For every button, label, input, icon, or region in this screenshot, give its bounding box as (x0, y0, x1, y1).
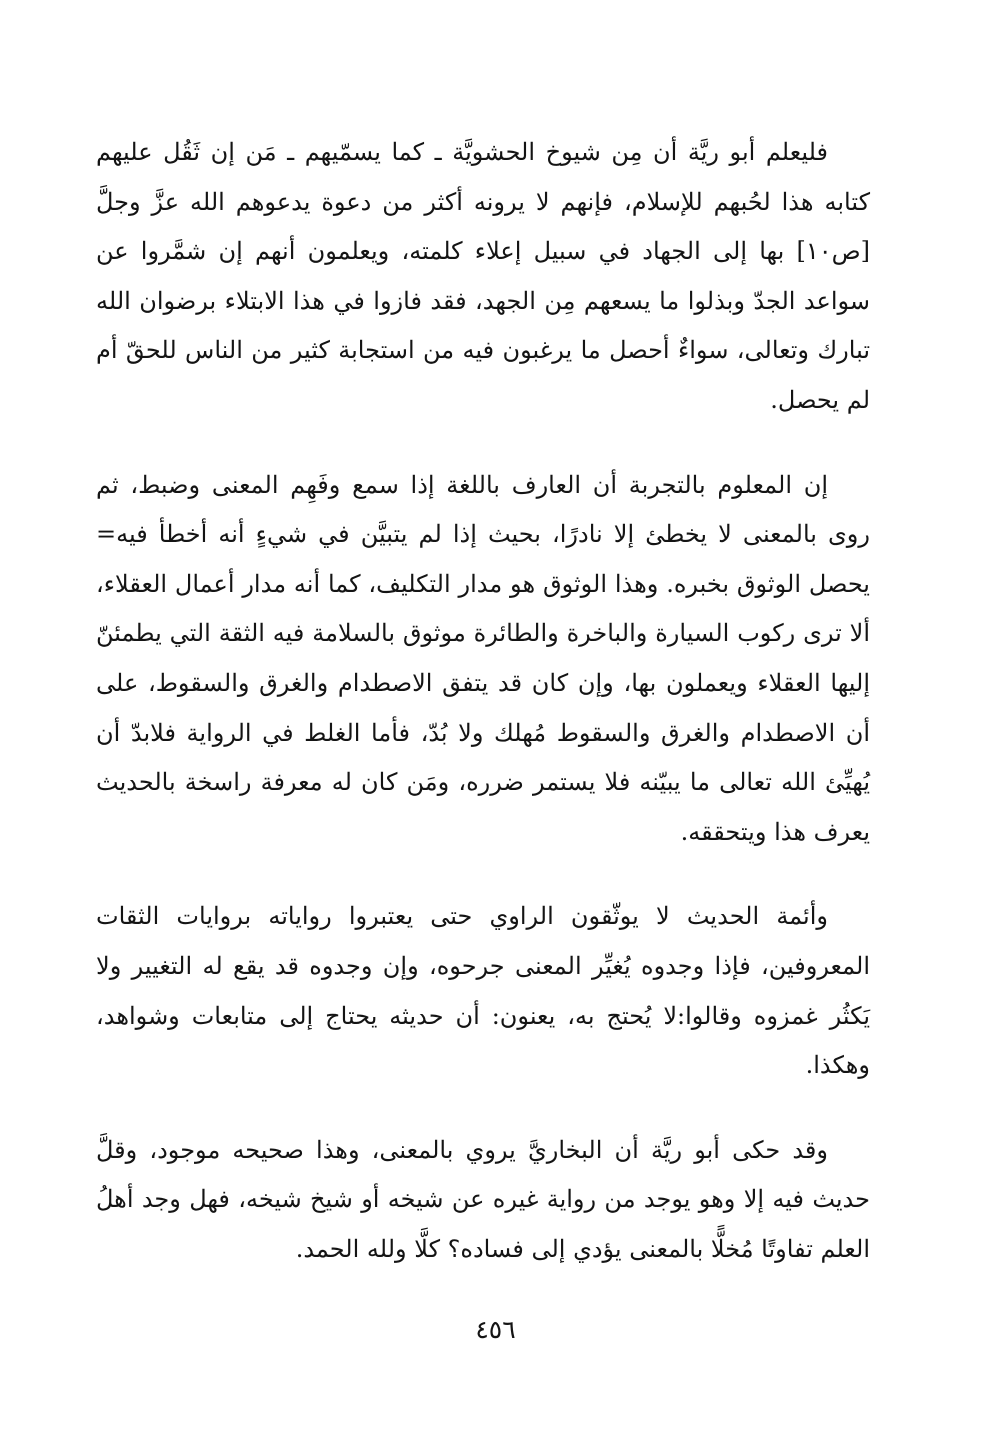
page-number: ٤٥٦ (475, 1315, 516, 1344)
paragraph-2: إن المعلوم بالتجربة أن العارف باللغة إذا سمع وفَهِم المعنى وضبط، ثم روى بالمعنى لا يخطئ إلا نادرًا، بحيث إذا لم يتبيَّن في شيءٍ أنه أخطأ فيه= يحصل الوثوق بخبره. وهذا الوثوق هو مدار التكليف، كما أنه مدار أعمال العقلاء، ألا ترى ركوب السيارة والباخرة والطائرة موثوق بالسلامة فيه الثقة التي يطمئنّ إليها العقلاء ويعملون بها، وإن كان قد يتفق الاصطدام والغرق والسقوط، على أن الاصطدام والغرق والسقوط مُهلك ولا بُدّ، فأما الغلط في الرواية فلابدّ أن يُهيِّئ الله تعالى ما يبيّنه فلا يستمر ضرره، ومَن كان له معرفة راسخة بالحديث يعرف هذا ويتحققه. (96, 470, 870, 846)
paragraph-3: وأئمة الحديث لا يوثّقون الراوي حتى يعتبروا رواياته بروايات الثقات المعروفين، فإذا وجدوه يُغيِّر المعنى جرحوه، وإن وجدوه قد يقع له التغيير ولا يَكثُر غمزوه وقالوا:لا يُحتج به، يعنون: أن حديثه يحتاج إلى متابعات وشواهد، وهكذا. (96, 902, 870, 1080)
paragraph-1: فليعلم أبو ريَّة أن مِن شيوخ الحشويَّة ـ كما يسمّيهم ـ مَن إن ثَقُل عليهم كتابه هذا لحُبهم للإسلام، فإنهم لا يرونه أكثر من دعوة يدعوهم الله عزَّ وجلَّ [ص١٠] بها إلى الجهاد في سبيل إعلاء كلمته، ويعلمون أنهم إن شمَّروا عن سواعد الجدّ وبذلوا ما يسعهم مِن الجهد، فقد فازوا في هذا الابتلاء برضوان الله تبارك وتعالى، سواءٌ أحصل ما يرغبون فيه من استجابة كثير من الناس للحقّ أم لم يحصل. (96, 138, 871, 414)
book-page (96, 128, 870, 1274)
paragraph-4: وقد حكى أبو ريَّة أن البخاريَّ يروي بالمعنى، وهذا صحيحه موجود، وقلَّ حديث فيه إلا وهو يوجد من رواية غيره عن شيخه أو شيخ شيخه، فهل وجد أهلُ العلم تفاوتًا مُخلًّا بالمعنى يؤدي إلى فساده؟ كلَّا ولله الحمد. (96, 1135, 870, 1263)
